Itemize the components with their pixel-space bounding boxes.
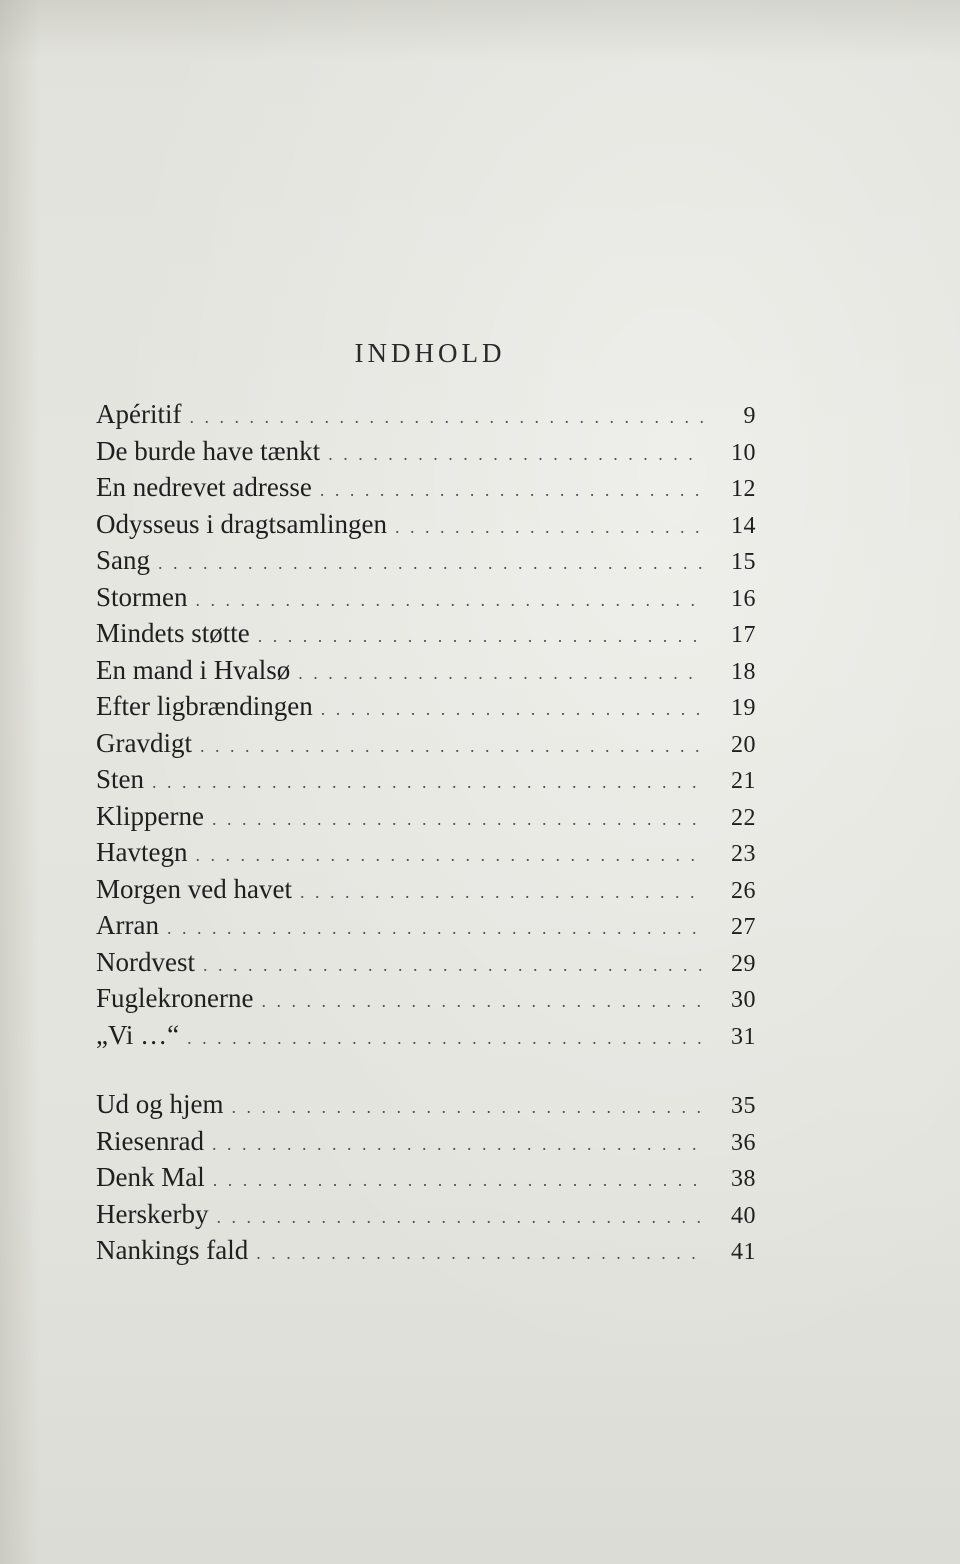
entry-title: Odysseus i dragtsamlingen [96, 508, 387, 539]
entry-title: Morgen ved havet [96, 873, 292, 904]
toc-entry [96, 980, 756, 1017]
entry-title: Denk Mal [96, 1162, 205, 1192]
dot-leader [212, 801, 704, 838]
dot-leader [232, 1089, 705, 1126]
toc-entry [96, 433, 756, 470]
entry-title: Nordvest [96, 946, 195, 977]
entry-title: Efter ligbrændingen [96, 691, 313, 721]
dot-leader [328, 436, 704, 473]
section-gap [96, 1053, 756, 1086]
entry-page: 40 [731, 1202, 756, 1229]
toc-entry [96, 506, 756, 543]
toc-entry [96, 907, 756, 944]
toc-entry [96, 761, 756, 798]
toc-entry [96, 542, 756, 579]
toc-entry [96, 1159, 756, 1196]
entry-title: Havtegn [96, 837, 188, 867]
entry-page: 21 [731, 768, 756, 794]
dot-leader [189, 399, 704, 436]
toc-entry [96, 1232, 756, 1269]
entry-title: Stormen [96, 581, 188, 612]
dot-leader [213, 1162, 704, 1199]
entry-title: Gravdigt [96, 727, 192, 758]
entry-title: Mindets støtte [96, 618, 250, 648]
dot-leader [187, 1020, 704, 1057]
entry-title: Ud og hjem [96, 1089, 224, 1119]
dot-leader [256, 1235, 704, 1272]
dot-leader [158, 545, 704, 582]
toc-section-1 [96, 396, 756, 1053]
entry-page: 18 [731, 658, 756, 685]
entry-page: 9 [743, 403, 756, 429]
entry-page: 10 [731, 439, 756, 466]
entry-page: 31 [731, 1023, 756, 1050]
toc-entry [96, 688, 756, 725]
entry-title: Klipperne [96, 800, 204, 831]
entry-page: 30 [731, 987, 756, 1013]
toc-entry [96, 871, 756, 908]
toc-section-2 [96, 1086, 756, 1269]
dot-leader [321, 691, 704, 728]
table-of-contents [96, 396, 756, 1269]
entry-page: 38 [731, 1166, 756, 1192]
toc-entry [96, 798, 756, 835]
entry-page: 15 [731, 549, 756, 575]
entry-page: 36 [731, 1129, 756, 1156]
entry-title: Riesenrad [96, 1125, 204, 1156]
dot-leader [320, 472, 704, 509]
entry-title: En mand i Hvalsø [96, 654, 291, 685]
entry-page: 22 [731, 804, 756, 831]
dot-leader [395, 509, 704, 546]
entry-title: Apéritif [96, 399, 182, 429]
entry-title: Fuglekronerne [96, 983, 254, 1013]
dot-leader [300, 874, 704, 911]
entry-page: 17 [731, 622, 756, 648]
dot-leader [258, 618, 704, 655]
entry-page: 27 [731, 914, 756, 940]
dot-leader [216, 1199, 704, 1236]
entry-title: „Vi …“ [96, 1019, 180, 1050]
entry-page: 16 [731, 585, 756, 612]
entry-title: De burde have tænkt [96, 435, 321, 466]
entry-page: 35 [731, 1093, 756, 1119]
entry-title: En nedrevet adresse [96, 472, 312, 502]
dot-leader [196, 582, 705, 619]
toc-entry [96, 725, 756, 762]
toc-entry [96, 615, 756, 652]
dot-leader [195, 837, 704, 874]
entry-page: 14 [731, 512, 756, 539]
entry-title: Sang [96, 545, 150, 575]
entry-title: Nankings fald [96, 1235, 249, 1265]
dot-leader [212, 1126, 704, 1163]
toc-entry [96, 396, 756, 433]
entry-page: 41 [731, 1239, 756, 1265]
toc-entry [96, 1196, 756, 1233]
toc-entry [96, 944, 756, 981]
entry-page: 20 [731, 731, 756, 758]
dot-leader [261, 983, 704, 1020]
entry-page: 19 [731, 695, 756, 721]
entry-title: Herskerby [96, 1198, 209, 1229]
entry-page: 29 [731, 950, 756, 977]
toc-entry [96, 1017, 756, 1054]
toc-entry [96, 469, 756, 506]
toc-entry [96, 834, 756, 871]
entry-page: 12 [731, 476, 756, 502]
dot-leader [298, 655, 704, 692]
dot-leader [203, 947, 704, 984]
page-title: INDHOLD [354, 338, 506, 368]
toc-entry [96, 1086, 756, 1123]
entry-page: 26 [731, 877, 756, 904]
toc-entry [96, 652, 756, 689]
dot-leader [167, 910, 704, 947]
entry-title: Sten [96, 764, 145, 794]
toc-entry [96, 1123, 756, 1160]
entry-title: Arran [96, 910, 159, 940]
entry-page: 23 [731, 841, 756, 867]
dot-leader [200, 728, 704, 765]
dot-leader [152, 764, 704, 801]
toc-entry [96, 579, 756, 616]
